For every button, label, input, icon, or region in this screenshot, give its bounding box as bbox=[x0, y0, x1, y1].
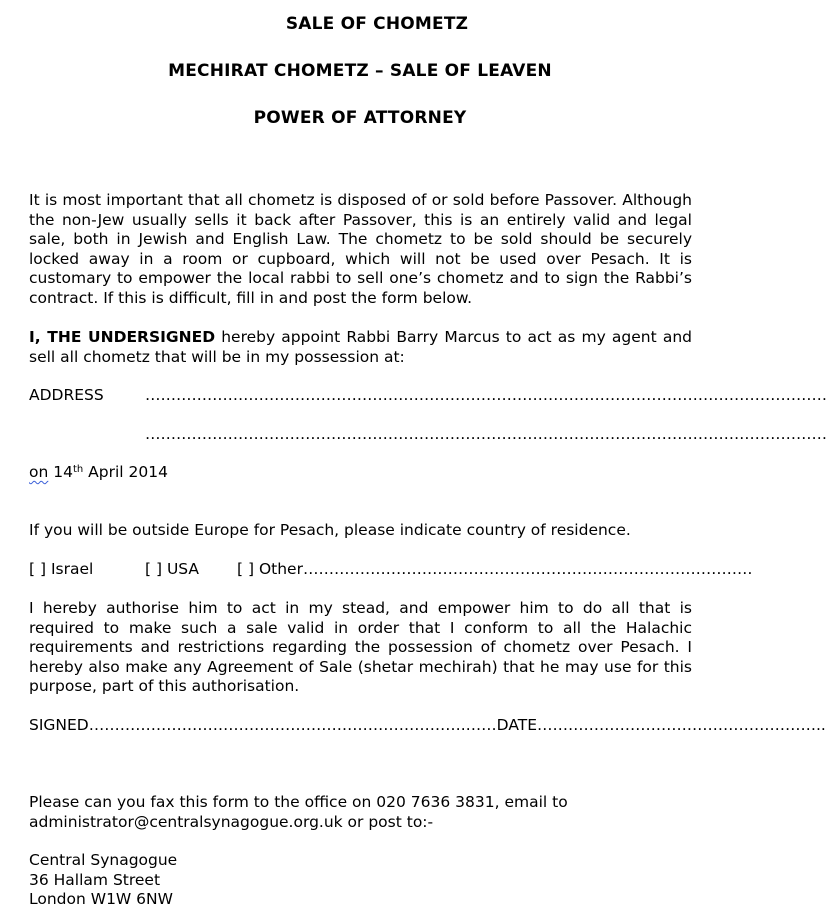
residence-question: If you will be outside Europe for Pesach, please indicate country of residence. bbox=[29, 521, 631, 539]
residence-option-other[interactable] bbox=[237, 560, 753, 580]
intro-paragraph: It is most important that all chometz is disposed of or sold before Passover. Although the non-Jew usually sells it back after Passover, this is an entirely valid and legal sale, both in Jewish and English Law. The chometz to be sold should be securely locked away in a room or cupboard, which will not be used over Pesach. It is customary to empower the local rabbi to sell one’s chometz and to sign the Rabbi’s contract. If this is difficult, fill in and post the form below. bbox=[29, 191, 692, 307]
israel-checkbox[interactable]: [ ] bbox=[29, 560, 47, 578]
contact-line-1: Please can you fax this form to the office on 020 7636 3831, email to bbox=[29, 793, 568, 811]
address-label: ADDRESS bbox=[29, 386, 104, 404]
document-type-heading: POWER OF ATTORNEY bbox=[253, 108, 467, 128]
sale-date-line bbox=[29, 463, 168, 483]
usa-label: USA bbox=[162, 560, 200, 578]
other-label: Other…………………………………………………………………………… bbox=[254, 560, 753, 578]
appointment-text: hereby appoint Rabbi Barry Marcus to act as my agent and sell all chometz that will be in my possession at: bbox=[29, 328, 692, 366]
authorisation-paragraph: I hereby authorise him to act in my stead, and empower him to do all that is required to make such a sale valid in order that I conform to all the Halachic requirements and restrictions regarding the possession of chometz over Pesach. I hereby also make any Agreement of Sale (shetar mechirah) that he may use for this purpose, part of this authorisation. bbox=[29, 599, 692, 695]
sale-day-suffix: th bbox=[72, 464, 84, 475]
residence-option-usa[interactable] bbox=[145, 560, 199, 580]
sale-day: 14 bbox=[48, 463, 73, 481]
postal-name: Central Synagogue bbox=[29, 851, 178, 869]
undersigned-label: I, THE UNDERSIGNED bbox=[29, 328, 216, 346]
usa-checkbox[interactable]: [ ] bbox=[145, 560, 163, 578]
israel-label: Israel bbox=[46, 560, 94, 578]
other-checkbox[interactable]: [ ] bbox=[237, 560, 255, 578]
sale-month-year: April 2014 bbox=[83, 463, 168, 481]
residence-option-israel[interactable] bbox=[29, 560, 93, 580]
signature-date-line[interactable]: SIGNED……………………………………………………………….……DATE……………………………………………….. bbox=[29, 716, 826, 734]
appointment-paragraph bbox=[29, 328, 692, 367]
address-line-1[interactable]: …………………………………………………………………………………………………………………… bbox=[145, 386, 827, 404]
on-word: on bbox=[29, 463, 49, 481]
contact-line-2: administrator@centralsynagogue.org.uk or post to:- bbox=[29, 813, 434, 831]
address-line-2[interactable]: …………………………………………………………………………………………………………………… bbox=[145, 425, 827, 443]
postal-city: London W1W 6NW bbox=[29, 890, 173, 908]
postal-street: 36 Hallam Street bbox=[29, 871, 161, 889]
document-subtitle: MECHIRAT CHOMETZ – SALE OF LEAVEN bbox=[168, 61, 552, 81]
document-title: SALE OF CHOMETZ bbox=[285, 14, 469, 34]
